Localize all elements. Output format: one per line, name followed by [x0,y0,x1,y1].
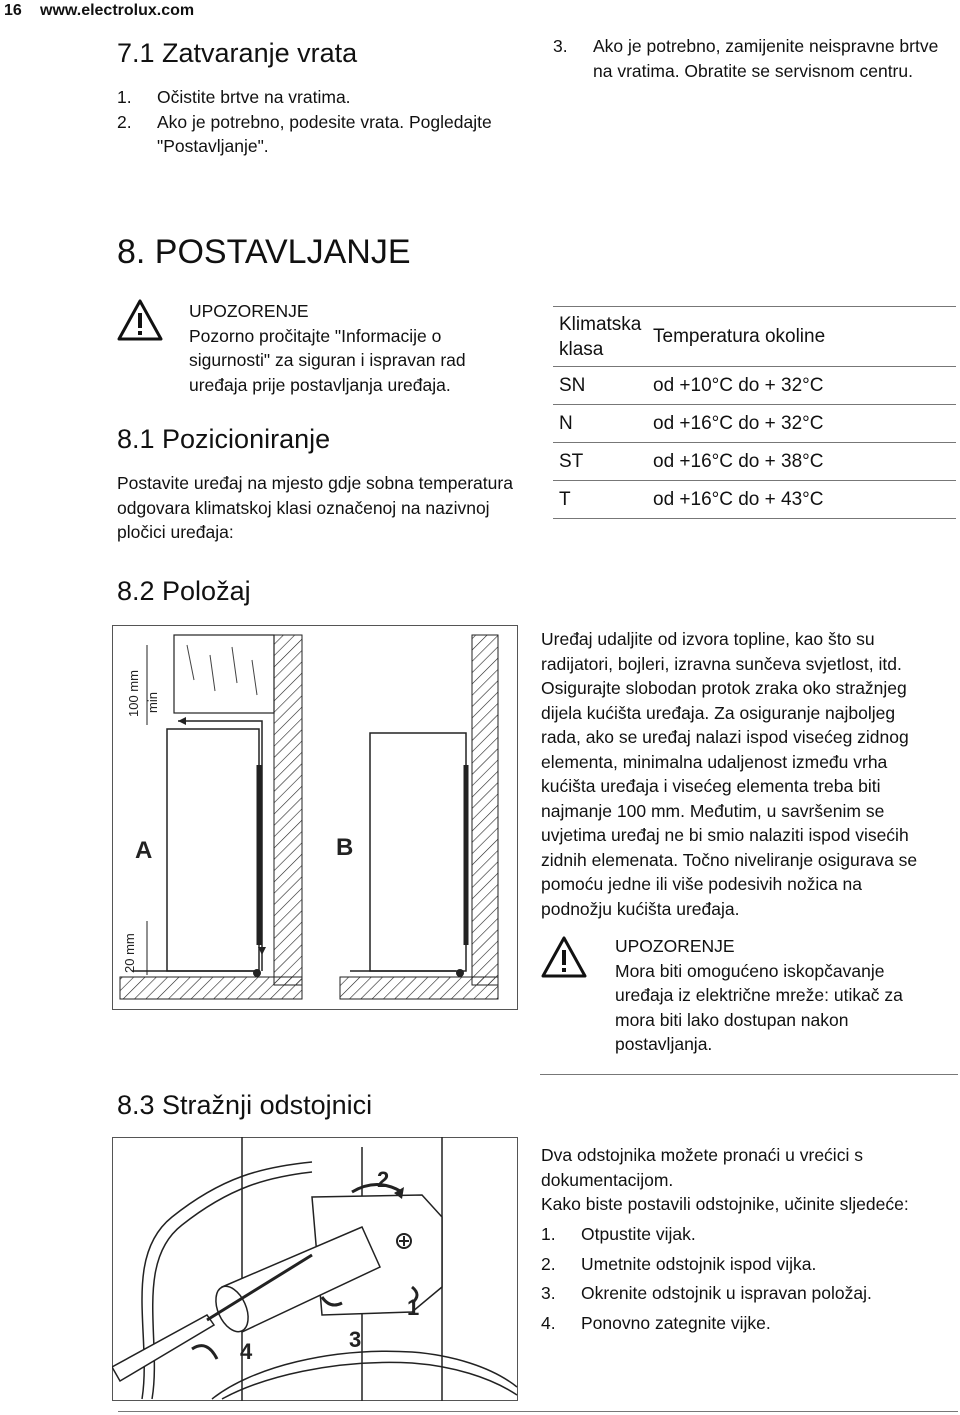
climate-class-table [553,306,956,519]
step-number-3: 3 [349,1327,362,1352]
step-number-1: 1 [407,1295,420,1320]
warning-title: UPOZORENJE [615,936,735,956]
table-row [553,481,956,519]
list-item: 4. Ponovno zategnite vijke. [541,1312,771,1333]
warning-block-2 [615,934,915,1057]
section-8-3-title: 8.3 Stražnji odstojnici [117,1090,373,1120]
section-8-1-title: 8.1 Pozicioniranje [117,424,331,454]
table-cell: SN [553,367,647,405]
table-header: Temperatura okoline [647,307,956,367]
website-url[interactable]: www.electrolux.com [40,2,195,19]
spacer-diagram [112,1137,518,1401]
warning-block [189,299,519,397]
diagram-label-b: B [336,834,354,861]
table-cell: T [553,481,647,519]
list-item: 3. Okrenite odstojnik u ispravan položaj. [541,1283,872,1303]
list-item: 2. Ako je potrebno, podesite vrata. Pogledajte "Postavljanje". [117,111,492,156]
table-cell: od +16°C do + 38°C [647,443,956,481]
bottom-rule [118,1411,958,1412]
section-8-2-text: Uređaj udaljite od izvora topline, kao što su radijatori, bojleri, izravna sunčeva svjetlost, itd. Osigurajte slobodan protok zraka oko stražnjeg dijela kućišta uređaja. Za osiguranje najboljeg rada, ako se uređaj nalazi ispod visećeg zidnog elementa, minimalna udaljenost između vrha kućišta uređaja i visećeg elementa treba biti najmanje 100 mm. Međutim, u savršenim se uvjetima uređaj ne bi smio nalaziti ispod visećih zidnih elemenata. Točno niveliranje osigurava se pomoću jedne ili više podesivih nožica na podnožju kućišta uređaja. [541,629,918,919]
section-8-3-steps [541,1222,941,1335]
intro-text-2: Kako biste postavili odstojnike, učinite sljedeće: [541,1194,909,1214]
warning-text: Mora biti omogućeno iskopčavanje uređaja iz električne mreže: utikač za mora biti lako dostupan nakon postavljanja. [615,960,903,1054]
table-cell: ST [553,443,647,481]
divider [540,1074,958,1075]
table-cell: od +10°C do + 32°C [647,367,956,405]
step-number-2: 2 [377,1167,390,1192]
warning-icon [540,935,588,979]
table-cell: N [553,405,647,443]
list-item: 1. Otpustite vijak. [541,1224,696,1244]
warning-text: Pozorno pročitajte "Informacije o sigurnosti" za siguran i ispravan rad uređaja prije postavljanja uređaja. [189,325,466,395]
table-row [553,443,956,481]
list-item: 3. Ako je potrebno, zamijenite neispravne brtve na vratima. Obratite se servisnom centru. [553,36,939,81]
intro-text-1: Dva odstojnika možete pronaći u vrećici s dokumentacijom. [541,1145,863,1190]
diagram-b [340,635,498,999]
section-8-3-intro [541,1143,941,1217]
dimension-label-min: min [145,692,160,713]
section-8-title: 8. POSTAVLJANJE [117,233,411,271]
warning-title: UPOZORENJE [189,301,309,321]
table-cell: od +16°C do + 32°C [647,405,956,443]
warning-icon [116,298,164,342]
section-8-2-title: 8.2 Položaj [117,576,251,606]
position-diagram [112,625,518,1010]
diagram-a [120,635,302,999]
table-header: Klimatska klasa [553,307,647,367]
list-item: 1. Očistite brtve na vratima. [117,87,351,107]
list-item: 2. Umetnite odstojnik ispod vijka. [541,1253,817,1274]
dimension-label-top: 100 mm [126,670,141,717]
step-number-4: 4 [240,1339,253,1364]
table-cell: od +16°C do + 43°C [647,481,956,519]
table-row [553,367,956,405]
table-row [553,405,956,443]
section-7-1-list-left [117,85,517,159]
diagram-label-a: A [135,837,153,864]
section-7-1-title: 7.1 Zatvaranje vrata [117,38,358,68]
page-number: 16 [4,2,22,19]
section-8-1-text: Postavite uređaj na mjesto gdje sobna temperatura odgovara klimatskoj klasi označenoj na nazivnoj pločici uređaja: [117,473,513,542]
dimension-label-bottom: 20 mm [122,933,137,973]
section-7-1-list-right [553,34,953,83]
